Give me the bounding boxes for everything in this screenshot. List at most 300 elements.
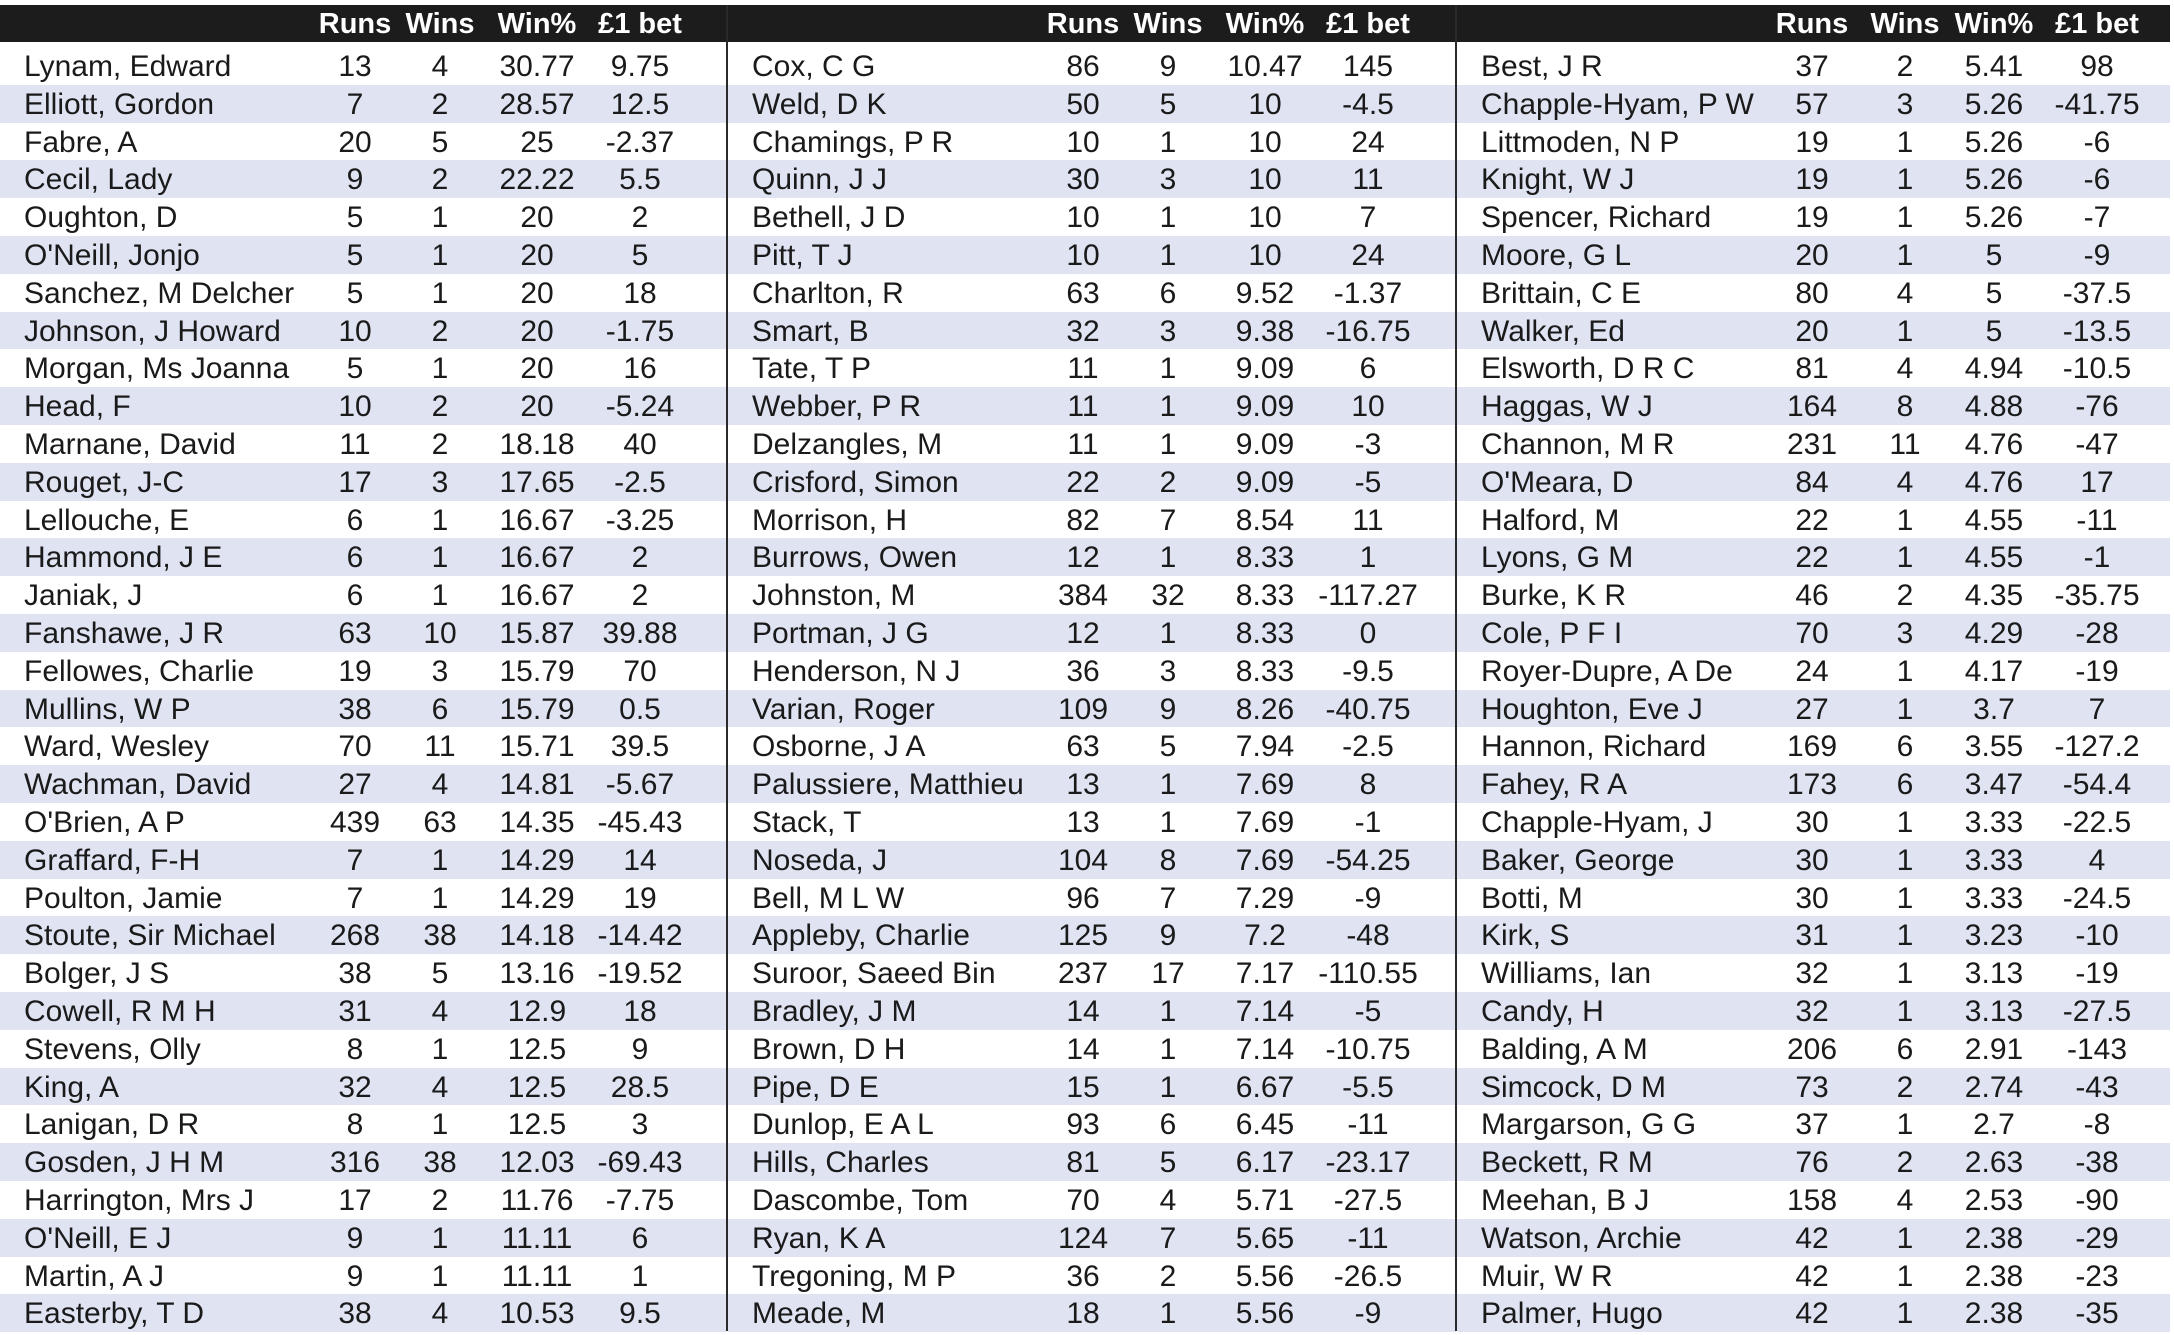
- cell-name: Dunlop, E A L: [752, 1108, 934, 1142]
- cell-runs: 9: [346, 1221, 364, 1255]
- cell-runs: 17: [338, 1183, 372, 1217]
- cell-runs: 30: [1066, 163, 1100, 197]
- cell-win-pct: 14.18: [499, 919, 575, 953]
- cell-bet: -45.43: [597, 805, 683, 839]
- cell-win-pct: 4.55: [1964, 503, 2024, 537]
- table-row: [0, 538, 727, 576]
- table-row: [1457, 198, 2170, 236]
- cell-wins: 8: [1159, 843, 1177, 877]
- cell-runs: 20: [338, 125, 372, 159]
- cell-name: Lynam, Edward: [24, 50, 232, 83]
- cell-runs: 32: [1795, 994, 1829, 1028]
- cell-wins: 2: [1159, 1259, 1177, 1293]
- cell-bet: -14.42: [597, 919, 683, 953]
- cell-name: Quinn, J J: [752, 163, 888, 197]
- table-row: [728, 954, 1456, 992]
- cell-name: Elliott, Gordon: [24, 87, 215, 121]
- cell-runs: 22: [1795, 503, 1829, 537]
- column-divider: [1455, 5, 1457, 1331]
- cell-wins: 1: [1159, 768, 1177, 802]
- cell-bet: -2.5: [1342, 730, 1394, 764]
- cell-win-pct: 5: [1985, 238, 2003, 272]
- cell-name: Chapple-Hyam, J: [1481, 805, 1713, 839]
- table-row: [1457, 501, 2170, 539]
- cell-wins: 4: [1159, 1183, 1177, 1217]
- cell-wins: 7: [1159, 503, 1177, 537]
- table-row: [728, 538, 1456, 576]
- cell-wins: 63: [423, 805, 457, 839]
- cell-wins: 3: [431, 654, 449, 688]
- cell-win-pct: 7.94: [1235, 730, 1295, 764]
- cell-win-pct: 10.53: [499, 1297, 575, 1331]
- cell-bet: -76: [2075, 390, 2119, 424]
- table-row: [1457, 727, 2170, 765]
- cell-wins: 3: [1896, 616, 1914, 650]
- table-row: [728, 1143, 1456, 1181]
- cell-win-pct: 9.38: [1235, 314, 1295, 348]
- cell-win-pct: 3.13: [1964, 957, 2024, 991]
- cell-win-pct: 5.41: [1964, 50, 2024, 83]
- table-row: [1457, 312, 2170, 350]
- cell-bet: 3: [631, 1108, 649, 1142]
- cell-bet: -1: [1354, 805, 1382, 839]
- cell-win-pct: 5.65: [1235, 1221, 1295, 1255]
- cell-name: Lellouche, E: [24, 503, 190, 537]
- cell-win-pct: 2.38: [1964, 1259, 2024, 1293]
- cell-runs: 10: [1066, 238, 1100, 272]
- cell-name: Fahey, R A: [1481, 768, 1628, 802]
- cell-name: Beckett, R M: [1481, 1146, 1653, 1180]
- cell-win-pct: 11.11: [501, 1259, 573, 1293]
- cell-wins: 2: [1896, 579, 1914, 613]
- cell-win-pct: 5.26: [1964, 201, 2024, 235]
- cell-wins: 2: [431, 314, 449, 348]
- cell-wins: 1: [431, 881, 449, 915]
- cell-name: Brittain, C E: [1481, 276, 1642, 310]
- cell-name: Meade, M: [752, 1297, 886, 1331]
- cell-wins: 32: [1151, 579, 1185, 613]
- cell-name: Bethell, J D: [752, 201, 906, 235]
- cell-runs: 24: [1795, 654, 1829, 688]
- cell-win-pct: 9.09: [1235, 427, 1295, 461]
- table-row: [728, 501, 1456, 539]
- table-row: [1457, 236, 2170, 274]
- cell-name: Graffard, F-H: [24, 843, 201, 877]
- table-row: [1457, 992, 2170, 1030]
- header-runs: Runs: [318, 8, 392, 40]
- cell-win-pct: 10: [1248, 87, 1282, 121]
- cell-bet: 0: [1359, 616, 1377, 650]
- cell-runs: 38: [338, 1297, 372, 1331]
- cell-win-pct: 14.29: [499, 881, 575, 915]
- cell-name: Knight, W J: [1481, 163, 1635, 197]
- cell-name: Cox, C G: [752, 50, 876, 83]
- cell-name: Williams, Ian: [1481, 957, 1652, 991]
- table-row: [728, 1105, 1456, 1143]
- cell-name: Marnane, David: [24, 427, 236, 461]
- cell-bet: -4.5: [1342, 87, 1394, 121]
- table-row: [0, 274, 727, 312]
- cell-name: Simcock, D M: [1481, 1070, 1667, 1104]
- cell-wins: 1: [431, 541, 449, 575]
- cell-wins: 1: [1159, 427, 1177, 461]
- cell-wins: 6: [1896, 1032, 1914, 1066]
- cell-name: Meehan, B J: [1481, 1183, 1650, 1217]
- cell-wins: 1: [1159, 994, 1177, 1028]
- table-row: [728, 992, 1456, 1030]
- table-row: [1457, 160, 2170, 198]
- cell-win-pct: 8.33: [1235, 541, 1295, 575]
- table-row: [1457, 652, 2170, 690]
- table-row: [0, 1068, 727, 1106]
- cell-name: Martin, A J: [24, 1259, 165, 1293]
- cell-win-pct: 20: [520, 276, 554, 310]
- cell-bet: -40.75: [1325, 692, 1411, 726]
- header-bet: £1 bet: [2055, 8, 2139, 40]
- cell-runs: 19: [338, 654, 372, 688]
- cell-bet: 5: [631, 238, 649, 272]
- cell-win-pct: 3.55: [1964, 730, 2024, 764]
- column-divider: [726, 5, 728, 1331]
- table-row: [0, 765, 727, 803]
- cell-wins: 5: [1159, 730, 1177, 764]
- cell-bet: -54.4: [2062, 768, 2132, 802]
- cell-name: Gosden, J H M: [24, 1146, 225, 1180]
- cell-runs: 81: [1795, 352, 1829, 386]
- cell-runs: 76: [1795, 1146, 1829, 1180]
- cell-runs: 38: [338, 957, 372, 991]
- table-row: [728, 1219, 1456, 1257]
- cell-runs: 32: [1795, 957, 1829, 991]
- cell-win-pct: 16.67: [499, 503, 575, 537]
- cell-win-pct: 3.7: [1973, 692, 2015, 726]
- cell-name: Candy, H: [1481, 994, 1604, 1028]
- cell-name: Cole, P F I: [1481, 616, 1623, 650]
- cell-bet: -5.24: [605, 390, 675, 424]
- table-row: [1457, 1181, 2170, 1219]
- cell-wins: 4: [1896, 276, 1914, 310]
- cell-runs: 164: [1786, 390, 1838, 424]
- table-row: [728, 1294, 1456, 1332]
- cell-name: Head, F: [24, 390, 131, 424]
- cell-runs: 22: [1066, 465, 1100, 499]
- cell-wins: 2: [1896, 50, 1914, 83]
- cell-runs: 14: [1066, 994, 1100, 1028]
- cell-bet: -1.75: [605, 314, 675, 348]
- cell-name: Elsworth, D R C: [1481, 352, 1695, 386]
- cell-win-pct: 14.29: [499, 843, 575, 877]
- cell-bet: -1: [2083, 541, 2111, 575]
- cell-runs: 6: [346, 503, 364, 537]
- cell-runs: 124: [1057, 1221, 1109, 1255]
- table-row: [0, 1105, 727, 1143]
- cell-runs: 13: [1066, 768, 1100, 802]
- table-row: [728, 387, 1456, 425]
- cell-bet: 6: [1359, 352, 1377, 386]
- table-row: [1457, 916, 2170, 954]
- cell-bet: 11: [1352, 503, 1384, 537]
- cell-wins: 11: [1889, 427, 1921, 461]
- header-runs: Runs: [1046, 8, 1120, 40]
- cell-name: King, A: [24, 1070, 120, 1104]
- cell-runs: 73: [1795, 1070, 1829, 1104]
- header-bet: £1 bet: [1326, 8, 1410, 40]
- cell-bet: -19.52: [597, 957, 683, 991]
- cell-wins: 2: [431, 427, 449, 461]
- table-row: [0, 879, 727, 917]
- cell-bet: -69.43: [597, 1146, 683, 1180]
- cell-name: Mullins, W P: [24, 692, 191, 726]
- cell-win-pct: 12.9: [507, 994, 567, 1028]
- cell-wins: 1: [431, 1221, 449, 1255]
- cell-win-pct: 17.65: [499, 465, 575, 499]
- cell-win-pct: 7.69: [1235, 843, 1295, 877]
- cell-name: Bell, M L W: [752, 881, 905, 915]
- cell-wins: 1: [1896, 957, 1914, 991]
- cell-bet: 39.88: [602, 616, 678, 650]
- cell-wins: 3: [1159, 654, 1177, 688]
- cell-runs: 7: [346, 881, 364, 915]
- cell-win-pct: 3.33: [1964, 843, 2024, 877]
- cell-name: Suroor, Saeed Bin: [752, 957, 996, 991]
- cell-runs: 8: [346, 1108, 364, 1142]
- table-panel-3: [1457, 5, 2170, 1331]
- cell-name: Wachman, David: [24, 768, 252, 802]
- table-row: [728, 652, 1456, 690]
- table-row: [728, 1257, 1456, 1295]
- cell-runs: 84: [1795, 465, 1829, 499]
- cell-wins: 4: [1896, 465, 1914, 499]
- table-panel-1: [0, 5, 727, 1331]
- cell-runs: 13: [1066, 805, 1100, 839]
- cell-win-pct: 20: [520, 201, 554, 235]
- cell-runs: 231: [1786, 427, 1838, 461]
- cell-wins: 1: [431, 1108, 449, 1142]
- table-row: [0, 501, 727, 539]
- table-row: [0, 236, 727, 274]
- cell-win-pct: 10.47: [1227, 50, 1303, 83]
- cell-runs: 19: [1795, 201, 1829, 235]
- cell-runs: 86: [1066, 50, 1100, 83]
- cell-win-pct: 15.79: [499, 692, 575, 726]
- cell-win-pct: 7.14: [1235, 994, 1295, 1028]
- cell-runs: 36: [1066, 654, 1100, 688]
- header-bet: £1 bet: [598, 8, 682, 40]
- cell-bet: -8: [2083, 1108, 2111, 1142]
- cell-win-pct: 20: [520, 352, 554, 386]
- cell-win-pct: 3.33: [1964, 881, 2024, 915]
- cell-name: Henderson, N J: [752, 654, 961, 688]
- table-row: [1457, 879, 2170, 917]
- cell-name: Baker, George: [1481, 843, 1675, 877]
- cell-wins: 1: [1896, 1108, 1914, 1142]
- cell-name: Delzangles, M: [752, 427, 943, 461]
- cell-wins: 1: [1896, 919, 1914, 953]
- cell-wins: 1: [1896, 125, 1914, 159]
- cell-wins: 5: [1159, 87, 1177, 121]
- cell-name: Bolger, J S: [24, 957, 170, 991]
- cell-bet: 70: [623, 654, 657, 688]
- cell-name: Crisford, Simon: [752, 465, 959, 499]
- cell-runs: 6: [346, 579, 364, 613]
- cell-wins: 6: [1896, 768, 1914, 802]
- cell-wins: 3: [1159, 314, 1177, 348]
- cell-name: Haggas, W J: [1481, 390, 1653, 424]
- cell-bet: -143: [2066, 1032, 2128, 1066]
- cell-bet: -11: [2076, 503, 2118, 537]
- cell-bet: 6: [631, 1221, 649, 1255]
- cell-bet: 28.5: [610, 1070, 670, 1104]
- table-row: [728, 690, 1456, 728]
- cell-bet: -11: [1347, 1221, 1389, 1255]
- cell-bet: -47: [2075, 427, 2119, 461]
- cell-runs: 27: [338, 768, 372, 802]
- cell-wins: 2: [1159, 465, 1177, 499]
- cell-wins: 1: [1159, 390, 1177, 424]
- cell-bet: 24: [1351, 238, 1385, 272]
- cell-runs: 19: [1795, 125, 1829, 159]
- cell-bet: 9: [631, 1032, 649, 1066]
- table-row: [0, 1219, 727, 1257]
- cell-bet: 18: [623, 276, 657, 310]
- cell-win-pct: 4.29: [1964, 616, 2024, 650]
- cell-win-pct: 10: [1248, 238, 1282, 272]
- header-win-pct: Win%: [1225, 8, 1305, 40]
- cell-name: Houghton, Eve J: [1481, 692, 1703, 726]
- cell-name: Ward, Wesley: [24, 730, 210, 764]
- cell-bet: -54.25: [1325, 843, 1411, 877]
- cell-name: Dascombe, Tom: [752, 1183, 969, 1217]
- cell-name: Littmoden, N P: [1481, 125, 1680, 159]
- cell-name: Royer-Dupre, A De: [1481, 654, 1733, 688]
- table-row: [0, 690, 727, 728]
- cell-name: Channon, M R: [1481, 427, 1675, 461]
- cell-name: Janiak, J: [24, 579, 143, 613]
- table-row: [1457, 349, 2170, 387]
- cell-runs: 37: [1795, 1108, 1829, 1142]
- table-row: [1457, 47, 2170, 85]
- cell-bet: -35.75: [2054, 579, 2140, 613]
- cell-name: Watson, Archie: [1481, 1221, 1682, 1255]
- cell-runs: 31: [338, 994, 372, 1028]
- cell-name: Tate, T P: [752, 352, 871, 386]
- cell-wins: 1: [1896, 843, 1914, 877]
- cell-bet: -26.5: [1333, 1259, 1403, 1293]
- cell-runs: 57: [1795, 87, 1829, 121]
- cell-bet: -24.5: [2062, 881, 2132, 915]
- cell-runs: 27: [1795, 692, 1829, 726]
- cell-win-pct: 16.67: [499, 579, 575, 613]
- cell-wins: 1: [1896, 692, 1914, 726]
- cell-bet: 16: [623, 352, 657, 386]
- cell-wins: 6: [1159, 276, 1177, 310]
- cell-win-pct: 11.11: [501, 1221, 573, 1255]
- table-row: [728, 198, 1456, 236]
- cell-bet: 4: [2088, 843, 2106, 877]
- cell-runs: 96: [1066, 881, 1100, 915]
- cell-name: Margarson, G G: [1481, 1108, 1697, 1142]
- cell-name: Kirk, S: [1481, 919, 1570, 953]
- cell-bet: 7: [2088, 692, 2106, 726]
- cell-wins: 1: [1159, 805, 1177, 839]
- cell-bet: 2: [631, 201, 649, 235]
- cell-name: Cowell, R M H: [24, 994, 216, 1028]
- cell-wins: 1: [431, 1259, 449, 1293]
- table-row: [1457, 803, 2170, 841]
- cell-wins: 1: [1159, 201, 1177, 235]
- cell-name: Easterby, T D: [24, 1297, 205, 1331]
- cell-name: Osborne, J A: [752, 730, 926, 764]
- table-row: [1457, 274, 2170, 312]
- cell-win-pct: 20: [520, 238, 554, 272]
- cell-wins: 1: [431, 201, 449, 235]
- cell-wins: 4: [1896, 352, 1914, 386]
- cell-wins: 1: [431, 238, 449, 272]
- cell-win-pct: 7.17: [1235, 957, 1295, 991]
- cell-win-pct: 8.33: [1235, 616, 1295, 650]
- cell-runs: 206: [1786, 1032, 1838, 1066]
- cell-bet: -23: [2075, 1259, 2119, 1293]
- cell-runs: 10: [338, 314, 372, 348]
- cell-bet: -35: [2075, 1297, 2119, 1331]
- table-row: [1457, 1143, 2170, 1181]
- cell-bet: -28: [2075, 616, 2119, 650]
- cell-name: Stevens, Olly: [24, 1032, 201, 1066]
- cell-win-pct: 4.55: [1964, 541, 2024, 575]
- cell-runs: 11: [1067, 352, 1099, 386]
- cell-name: Sanchez, M Delcher: [24, 276, 295, 310]
- cell-runs: 7: [346, 87, 364, 121]
- table-panel-2: [728, 5, 1456, 1331]
- cell-win-pct: 5: [1985, 276, 2003, 310]
- cell-runs: 439: [329, 805, 381, 839]
- table-row: [728, 274, 1456, 312]
- cell-win-pct: 4.88: [1964, 390, 2024, 424]
- cell-wins: 4: [431, 768, 449, 802]
- table-row: [728, 879, 1456, 917]
- cell-runs: 8: [346, 1032, 364, 1066]
- table-body: [728, 47, 1456, 1332]
- cell-wins: 1: [1896, 1259, 1914, 1293]
- cell-bet: -6: [2083, 125, 2111, 159]
- cell-wins: 1: [1896, 1221, 1914, 1255]
- cell-runs: 15: [1066, 1070, 1100, 1104]
- cell-win-pct: 16.67: [499, 541, 575, 575]
- cell-bet: -5.5: [1342, 1070, 1394, 1104]
- table-row: [728, 1030, 1456, 1068]
- cell-name: Hills, Charles: [752, 1146, 929, 1180]
- cell-wins: 2: [1896, 1070, 1914, 1104]
- cell-win-pct: 3.23: [1964, 919, 2024, 953]
- cell-name: Best, J R: [1481, 50, 1603, 83]
- cell-bet: -127.2: [2054, 730, 2140, 764]
- cell-runs: 268: [329, 919, 381, 953]
- table-row: [728, 312, 1456, 350]
- cell-name: Hannon, Richard: [1481, 730, 1707, 764]
- table-body: [1457, 47, 2170, 1332]
- cell-wins: 2: [431, 390, 449, 424]
- cell-name: Burke, K R: [1481, 579, 1627, 613]
- cell-runs: 169: [1786, 730, 1838, 764]
- cell-win-pct: 6.67: [1235, 1070, 1295, 1104]
- cell-win-pct: 9.09: [1235, 465, 1295, 499]
- cell-win-pct: 9.52: [1235, 276, 1295, 310]
- table-row: [1457, 614, 2170, 652]
- cell-wins: 1: [431, 843, 449, 877]
- table-row: [728, 765, 1456, 803]
- table-row: [728, 160, 1456, 198]
- table-row: [0, 954, 727, 992]
